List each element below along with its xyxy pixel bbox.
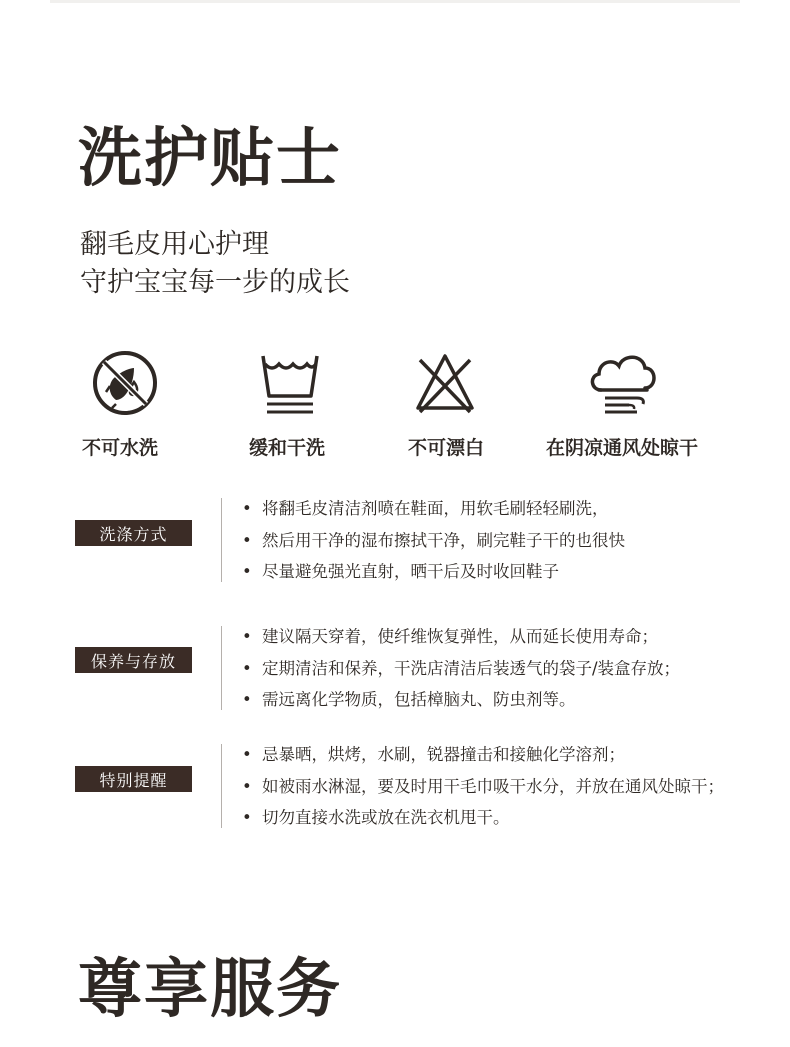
list-item xyxy=(242,739,724,771)
list-item-text: 尽量避免强光直射，晒干后及时收回鞋子 xyxy=(262,562,559,581)
section-tag-special-reminder: 特别提醒 xyxy=(75,766,192,792)
subtitle-line-2: 守护宝宝每一步的成长 xyxy=(80,267,350,298)
section-tag-washing: 洗涤方式 xyxy=(75,520,192,546)
care-tips-title: 洗护贴士 xyxy=(78,122,342,196)
section-tag-care-storage: 保养与存放 xyxy=(75,647,192,673)
service-title: 尊享服务 xyxy=(78,953,342,1027)
list-item-text: 将翻毛皮清洁剂喷在鞋面，用软毛刷轻轻刷洗， xyxy=(262,499,609,518)
section-divider xyxy=(221,744,222,828)
bullet-dot: • xyxy=(242,530,252,550)
dry-clean-icon xyxy=(245,345,335,420)
list-item-text: 定期清洁和保养，干洗店清洁后装透气的袋子/装盒存放； xyxy=(262,658,681,678)
list-item-text: 建议隔天穿着，使纤维恢复弹性，从而延长使用寿命； xyxy=(262,627,658,646)
list-item xyxy=(242,621,680,653)
list-item xyxy=(242,525,625,557)
list-item xyxy=(242,653,680,685)
section-divider xyxy=(221,626,222,710)
section-divider xyxy=(221,498,222,582)
list-item-text: 如被雨水淋湿，要及时用干毛巾吸干水分，并放在通风处晾干； xyxy=(262,776,724,796)
bullet-dot: • xyxy=(242,745,252,764)
bullet-dot: • xyxy=(242,690,252,709)
label-no-wash: 不可水洗 xyxy=(82,437,159,459)
bullet-dot: • xyxy=(242,776,252,796)
top-divider xyxy=(50,0,740,3)
list-item xyxy=(242,771,724,803)
list-item xyxy=(242,802,724,834)
washing-list xyxy=(242,493,625,588)
bullet-dot: • xyxy=(242,808,252,827)
bullet-dot: • xyxy=(242,562,252,581)
subtitle xyxy=(80,226,350,302)
list-item-text: 切勿直接水洗或放在洗衣机甩干。 xyxy=(262,808,510,827)
no-wash-icon xyxy=(80,345,170,420)
care-storage-list xyxy=(242,621,680,716)
list-item xyxy=(242,556,625,588)
bullet-dot: • xyxy=(242,499,252,518)
list-item-text: 忌暴晒，烘烤，水刷，锐器撞击和接触化学溶剂； xyxy=(262,745,625,764)
subtitle-line-1: 翻毛皮用心护理 xyxy=(80,229,269,260)
list-item-text: 需远离化学物质，包括樟脑丸、防虫剂等。 xyxy=(262,690,576,709)
list-item-text: 然后用干净的湿布擦拭干净，刷完鞋子干的也很快 xyxy=(262,530,625,550)
no-bleach-icon xyxy=(400,345,490,420)
special-reminder-list xyxy=(242,739,724,834)
label-no-bleach: 不可漂白 xyxy=(408,437,485,459)
label-shade-dry: 在阴凉通风处晾干 xyxy=(546,437,699,459)
bullet-dot: • xyxy=(242,627,252,646)
bullet-dot: • xyxy=(242,658,252,678)
list-item xyxy=(242,493,625,525)
list-item xyxy=(242,684,680,716)
label-dry-clean: 缓和干洗 xyxy=(249,437,326,459)
shade-dry-icon xyxy=(578,345,668,420)
